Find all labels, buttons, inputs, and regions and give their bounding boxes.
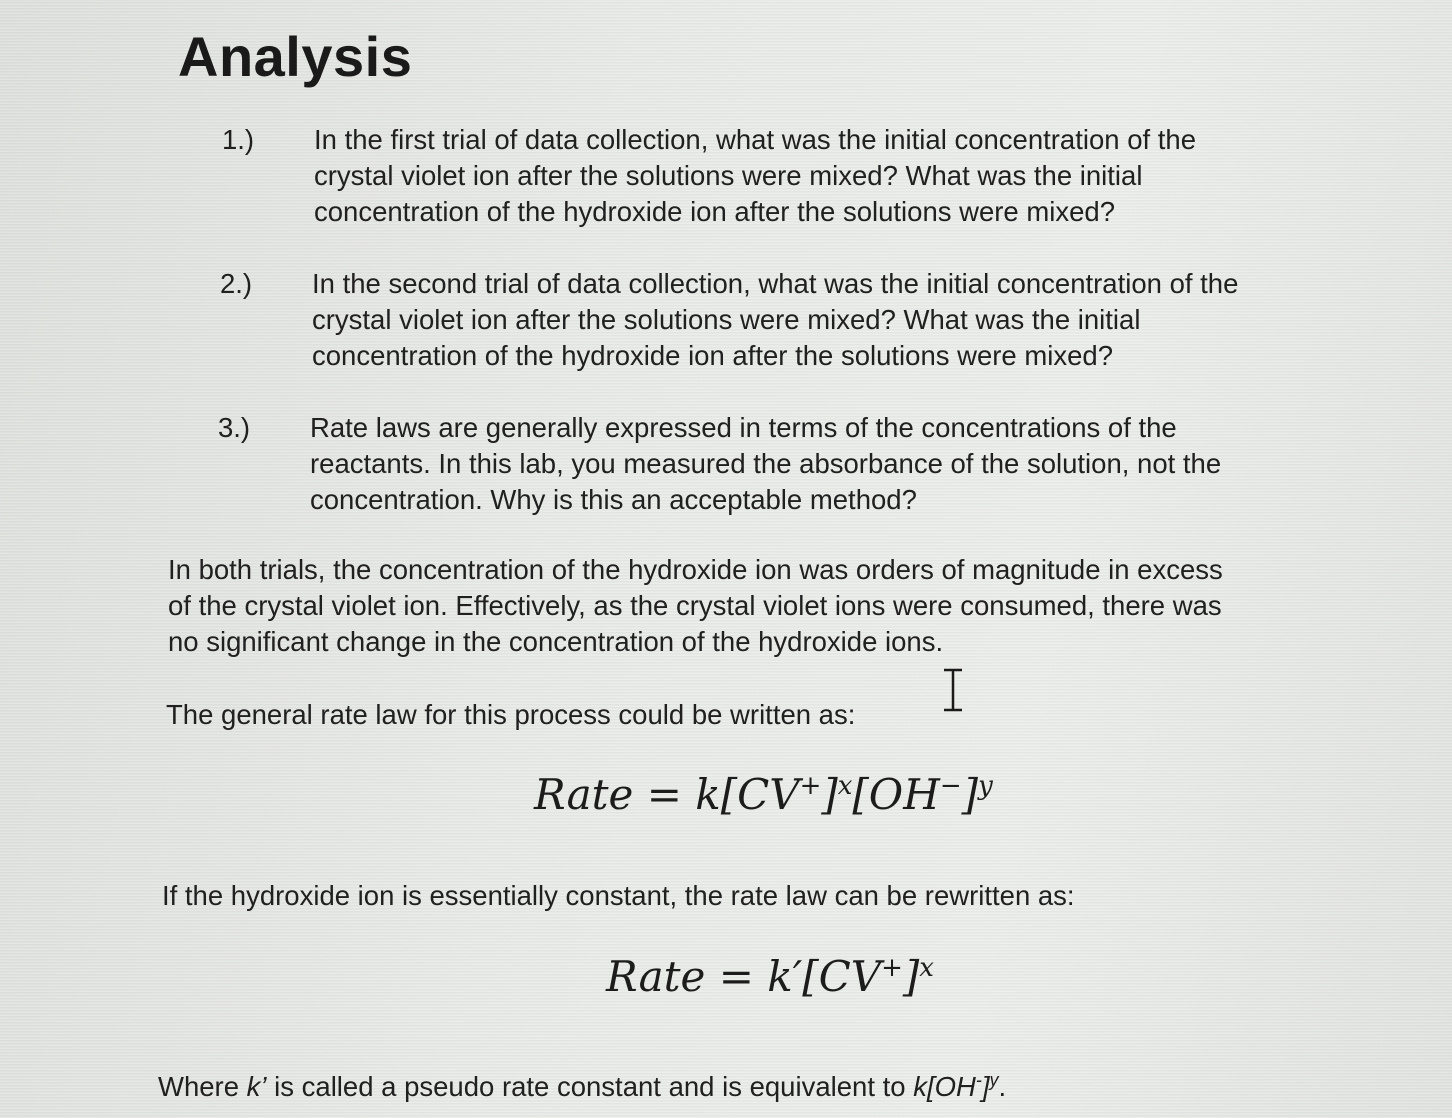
k-prime-term: k’ <box>246 1071 267 1103</box>
text-span: is called a pseudo rate constant and is equivalent to <box>266 1071 914 1103</box>
equation-superscript: − <box>939 771 962 801</box>
question-line: In the second trial of data collection, what was the initial concentration of the <box>312 268 1239 299</box>
equation-part: ] <box>961 770 979 819</box>
equation-superscript: + <box>881 953 903 983</box>
question-text <box>314 122 1196 230</box>
equivalent-expression <box>913 1071 998 1102</box>
equation-part: Rate = k′[CV <box>606 952 882 1001</box>
equation-superscript: + <box>799 771 822 801</box>
equation-superscript: y <box>978 771 993 801</box>
paragraph-general-rate-law: The general rate law for this process could be written as: <box>166 699 856 730</box>
question-number: 2.) <box>220 268 253 299</box>
text-span: . <box>998 1071 1007 1103</box>
question-1 <box>222 122 1422 232</box>
text-cursor-icon <box>940 668 968 712</box>
expr-part: ] <box>981 1071 990 1103</box>
paragraph-constant: If the hydroxide ion is essentially constant, the rate law can be rewritten as: <box>162 880 1075 911</box>
question-line: In the first trial of data collection, what was the initial concentration of the <box>314 124 1197 155</box>
rate-law-equation <box>534 770 993 819</box>
paragraph-line: of the crystal violet ion. Effectively, as the crystal violet ions were consumed, there was <box>168 590 1222 621</box>
question-line: concentration of the hydroxide ion after the solutions were mixed? <box>314 196 1116 227</box>
question-text <box>312 266 1238 374</box>
equation-superscript: x <box>837 771 853 801</box>
equation-part: [OH <box>852 770 940 819</box>
text-span: Where <box>158 1071 247 1103</box>
question-number: 1.) <box>222 124 255 155</box>
question-line: concentration. Why is this an acceptable method? <box>310 484 917 515</box>
expr-part: k[OH <box>913 1071 976 1103</box>
equation-superscript: x <box>919 953 934 983</box>
question-text <box>310 410 1221 518</box>
paragraph-line: no significant change in the concentration of the hydroxide ions. <box>168 626 944 657</box>
expr-superscript: - <box>975 1070 982 1090</box>
equation-part: ] <box>821 770 838 819</box>
equation-part: Rate = k[CV <box>534 770 800 819</box>
paragraph-where <box>158 1062 1408 1105</box>
paragraph-excess <box>168 552 1438 660</box>
page-title: Analysis <box>178 25 413 88</box>
question-line: reactants. In this lab, you measured the absorbance of the solution, not the <box>310 448 1222 479</box>
question-line: crystal violet ion after the solutions were mixed? What was the initial <box>312 304 1141 335</box>
equation-part: ] <box>902 952 920 1001</box>
expr-superscript: y <box>989 1070 999 1090</box>
question-line: concentration of the hydroxide ion after the solutions were mixed? <box>312 340 1114 371</box>
question-3 <box>218 410 1418 520</box>
question-number: 3.) <box>218 412 251 443</box>
pseudo-rate-law-equation <box>606 952 934 1001</box>
paragraph-line: In both trials, the concentration of the hydroxide ion was orders of magnitude in excess <box>168 554 1223 585</box>
question-line: crystal violet ion after the solutions were mixed? What was the initial <box>314 160 1143 191</box>
question-line: Rate laws are generally expressed in terms of the concentrations of the <box>310 412 1177 443</box>
question-2 <box>220 266 1420 376</box>
